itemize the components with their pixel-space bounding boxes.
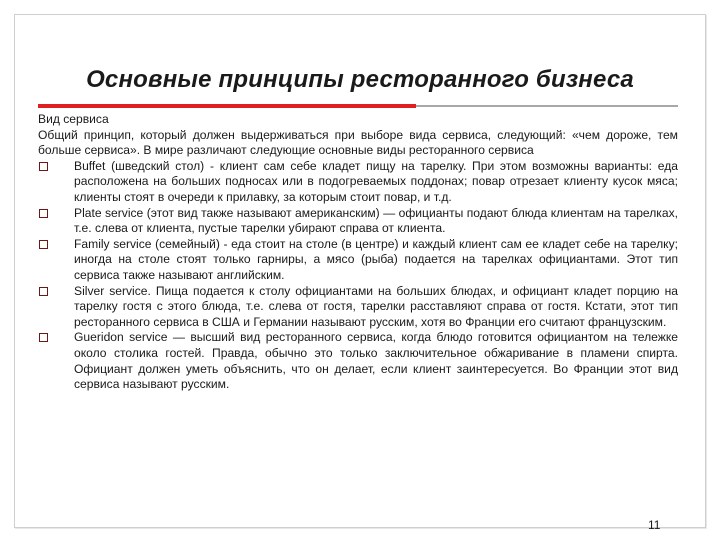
list-item: [38, 284, 678, 331]
hollow-square-icon: [39, 287, 48, 296]
hollow-square-icon: [39, 209, 48, 218]
list-item: [38, 237, 678, 284]
list-item: [38, 330, 678, 392]
bullet-text: Family service (семейный) - еда стоит на столе (в центре) и каждый клиент сам ее кладет себе на тарелку; иногда на столе стоят только гарниры, а мясо (рыба) подается на тарелках официантами. Этот тип сервиса также называют английским.: [74, 236, 678, 282]
list-item: [38, 206, 678, 237]
page-number: 11: [648, 518, 661, 532]
list-item: [38, 159, 678, 206]
slide-body: [38, 112, 678, 393]
hollow-square-icon: [39, 333, 48, 342]
hollow-square-icon: [39, 240, 48, 249]
hollow-square-icon: [39, 162, 48, 171]
bullet-text: Gueridon service — высший вид ресторанного сервиса, когда блюдо готовится официантом на тележке около столика гостей. Правда, обычно это только заключительное обжаривание в пламени спирта. Официант должен уметь объяснить, что он делает, если клиент заинтересуется. Во Франции этот вид сервиса называют русским.: [74, 330, 678, 392]
slide-title: Основные принципы ресторанного бизнеса: [86, 66, 634, 93]
intro-paragraph: Общий принцип, который должен выдерживаться при выборе вида сервиса, следующий: «чем дороже, тем больше сервиса». В мире различают следующие основные виды ресторанного сервиса: [38, 127, 678, 158]
title-underline-red: [38, 104, 416, 108]
bullet-text: Buffet (шведский стол) - клиент сам себе кладет пищу на тарелку. При этом возможны варианты: еда расположена на больших подносах или в подогреваемых поддонах; повар отрезает клиенту кусок мяса; клиенты стоят в очереди к прилавку, за которым стоит повар, и т.д.: [74, 158, 678, 204]
section-label: Вид сервиса: [38, 112, 109, 126]
service-types-list: [38, 159, 678, 393]
bullet-text: Plate service (этот вид также называют американским) — официанты подают блюда клиентам на тарелках, т.е. слева от клиента, пустые тарелки убирают справа от клиента.: [74, 205, 678, 236]
title-underline-gray: [416, 105, 678, 107]
bullet-text: Silver service. Пища подается к столу официантами на больших блюдах, и официант кладет порцию на тарелку гостя с этого блюда, т.е. слева от гостя, тарелки расставляют справа от гостя. Кстати, этот тип ресторанного сервиса в США и Германии называют русским, хотя во Франции его считают французским.: [74, 283, 678, 329]
